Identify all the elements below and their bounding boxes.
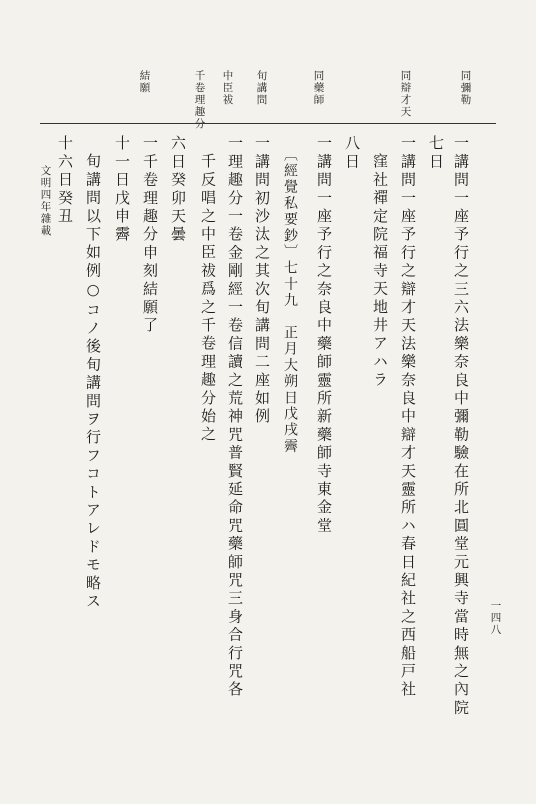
margin-note-kechigan: 結願: [138, 70, 151, 94]
margin-note-nakatomi: 中臣祓: [221, 70, 234, 106]
running-title: 文明四年雜載: [39, 165, 52, 237]
text-line-8: 一講問初沙汰之其次旬講問二座如例: [253, 135, 271, 427]
text-line-1: 一講問一座予行之三六法樂奈良中彌勒驗在所北圓堂元興寺當時無之內院: [452, 135, 470, 718]
margin-note-yakushi: 同藥師: [312, 70, 325, 106]
text-line-11: 六日癸卯天曇: [169, 135, 187, 245]
text-line-4: 窪社禪定院福寺天地井アハラ: [371, 153, 389, 390]
text-line-5: 八日: [343, 135, 361, 172]
text-line-13: 十一日戊申霽: [113, 135, 131, 245]
text-line-12: 一千卷理趣分申刻結願了: [141, 135, 159, 336]
header-rule: [40, 123, 496, 124]
text-line-2: 七日: [427, 135, 445, 172]
text-line-7: 〔經覺私要鈔〕七十九 正月大朔日戊戌霽: [282, 147, 298, 455]
text-line-10: 千反唱之中臣祓爲之千卷理趣分始之: [199, 153, 217, 445]
text-line-9: 一理趣分一卷金剛經一卷信讀之荒神咒普賢延命咒藥師咒三身合行咒各: [226, 135, 244, 700]
margin-note-benzaiten: 同辯才天: [399, 70, 412, 118]
text-line-3: 一講問一座予行之辯才天法樂奈良中辯才天靈所ハ春日紀社之西船戸社: [399, 135, 417, 700]
text-line-15: 十六日癸丑: [56, 135, 74, 226]
page-number: 一四八: [489, 600, 502, 636]
margin-note-junkomon: 旬講問: [255, 70, 268, 106]
text-line-6: 一講問一座予行之奈良中藥師靈所新藥師寺東金堂: [315, 135, 333, 536]
margin-note-senkan: 千卷理趣分: [193, 70, 206, 130]
margin-note-miroku: 同彌勒: [459, 70, 472, 106]
text-line-14: 旬講問以下如例○コノ後旬講問ヲ行フコトアレドモ略ス: [84, 153, 102, 611]
